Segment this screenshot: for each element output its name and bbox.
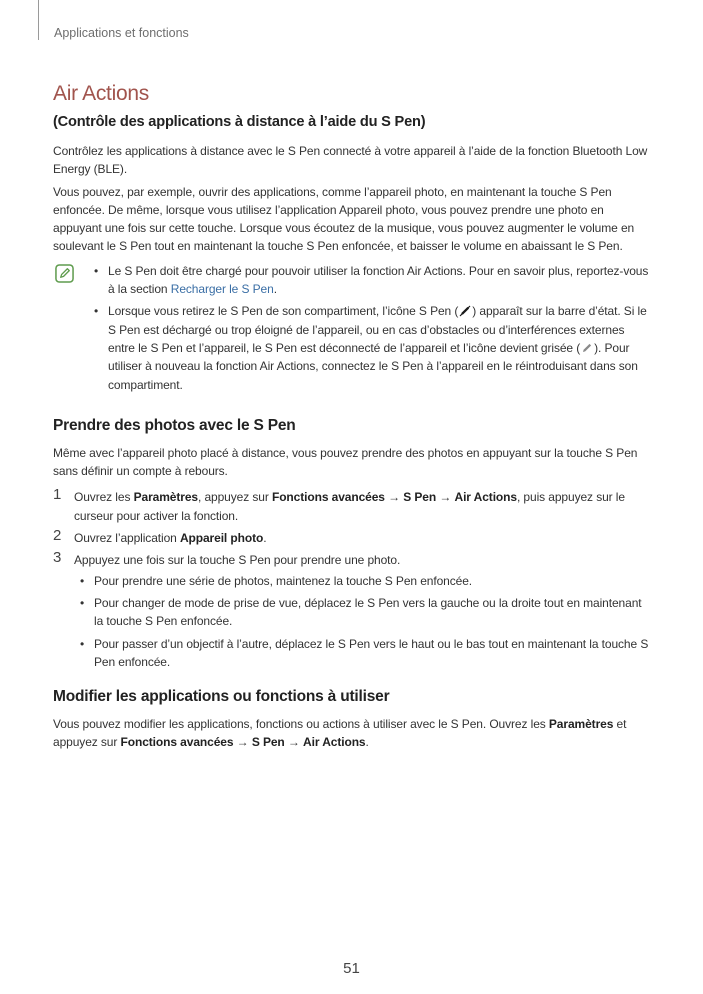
page-title: Air Actions — [53, 82, 149, 105]
step-3-bullets — [74, 572, 653, 671]
section-modify-title: Modifier les applications ou fonctions à utiliser — [53, 688, 390, 706]
step-number: 1 — [53, 486, 62, 504]
list-item: • Pour changer de mode de prise de vue, déplacez le S Pen vers la gauche ou la droite tout en maintenant la touche S Pen enfoncée. — [94, 594, 653, 631]
section-photos-title: Prendre des photos avec le S Pen — [53, 416, 296, 434]
header-rule — [38, 0, 39, 40]
section-photos-intro: Même avec l’appareil photo placé à distance, vous pouvez prendre des photos en appuyant sur la touche S Pen sans définir un compte à rebours. — [53, 445, 638, 479]
section-modify-text: Vous pouvez modifier les applications, fonctions ou actions à utiliser avec le S Pen. Ouvrez les Paramètres et appuyez sur Fonctions avancées → S Pen → Air Actions. — [53, 717, 627, 750]
recharge-link[interactable]: Recharger le S Pen — [170, 282, 274, 297]
list-item: • Pour passer d’un objectif à l’autre, déplacez le S Pen vers le haut ou le bas tout en maintenant la touche S Pen enfoncée. — [94, 635, 653, 672]
note-box — [53, 262, 653, 394]
step-number: 2 — [53, 527, 62, 545]
note-item-1: • Le S Pen doit être chargé pour pouvoir utiliser la fonction Air Actions. Pour en savoir plus, reportez-vous à la section Recharger le S Pen. — [108, 262, 653, 299]
step-1: 1 Ouvrez les Paramètres, appuyez sur Fonctions avancées → S Pen → Air Actions, puis appuyez sur le curseur pour activer la fonction. — [53, 486, 625, 523]
note-pencil-icon — [55, 264, 74, 283]
step-3: 3 Appuyez une fois sur la touche S Pen pour prendre une photo. • Pour prendre une série de photos, maintenez la touche S Pen enfoncée. • Pour changer de mode de prise de vue, déplacez le S Pen vers la gauche ou la droite tout en maintenant la touche S Pen enfoncée. • Pour passer d’un objectif à l’autre, déplacez le S Pen vers le haut ou le bas tout en maintenant la touche S Pen enfoncée. — [53, 551, 653, 671]
note-list — [108, 262, 653, 394]
page-content — [53, 80, 653, 756]
page-number: 51 — [343, 960, 360, 977]
intro-paragraph-1: Contrôlez les applications à distance avec le S Pen connecté à votre appareil à l’aide de la fonction Bluetooth Low Energy (BLE). — [53, 144, 648, 177]
page-subtitle: (Contrôle des applications à distance à l’aide du S Pen) — [53, 114, 426, 130]
step-2: 2 Ouvrez l’application Appareil photo. — [53, 527, 267, 546]
steps-list — [53, 488, 653, 671]
running-header: Applications et fonctions — [54, 26, 189, 40]
list-item: • Pour prendre une série de photos, maintenez la touche S Pen enfoncée. — [94, 572, 653, 590]
note-item-2: • Lorsque vous retirez le S Pen de son compartiment, l’icône S Pen ( ) apparaît sur la barre d’état. Si le S Pen est déchargé ou trop éloigné de l’appareil, ou en cas d’obstacles ou d’interférences externes entre le S Pen et l’appareil, le S Pen est déconnecté de l’appareil et l’icône devient grisée ( ). Pour utiliser à nouveau la fonction Air Actions, connectez le S Pen à l’appareil en le réintroduisant dans son compartiment. — [108, 302, 653, 393]
s-pen-connected-icon — [458, 304, 472, 318]
s-pen-disconnected-icon — [580, 341, 594, 355]
intro-paragraph-2: Vous pouvez, par exemple, ouvrir des applications, comme l’appareil photo, en maintenant la touche S Pen enfoncée. De même, lorsque vous utilisez l’application Appareil photo, vous pouvez prendre une photo en appuyant une fois sur cette touche. Lorsque vous écoutez de la musique, vous pouvez augmenter le volume en soulevant le S Pen tout en maintenant la touche S Pen enfoncée, et baisser le volume en abaissant le S Pen. — [53, 184, 635, 254]
step-number: 3 — [53, 549, 62, 567]
